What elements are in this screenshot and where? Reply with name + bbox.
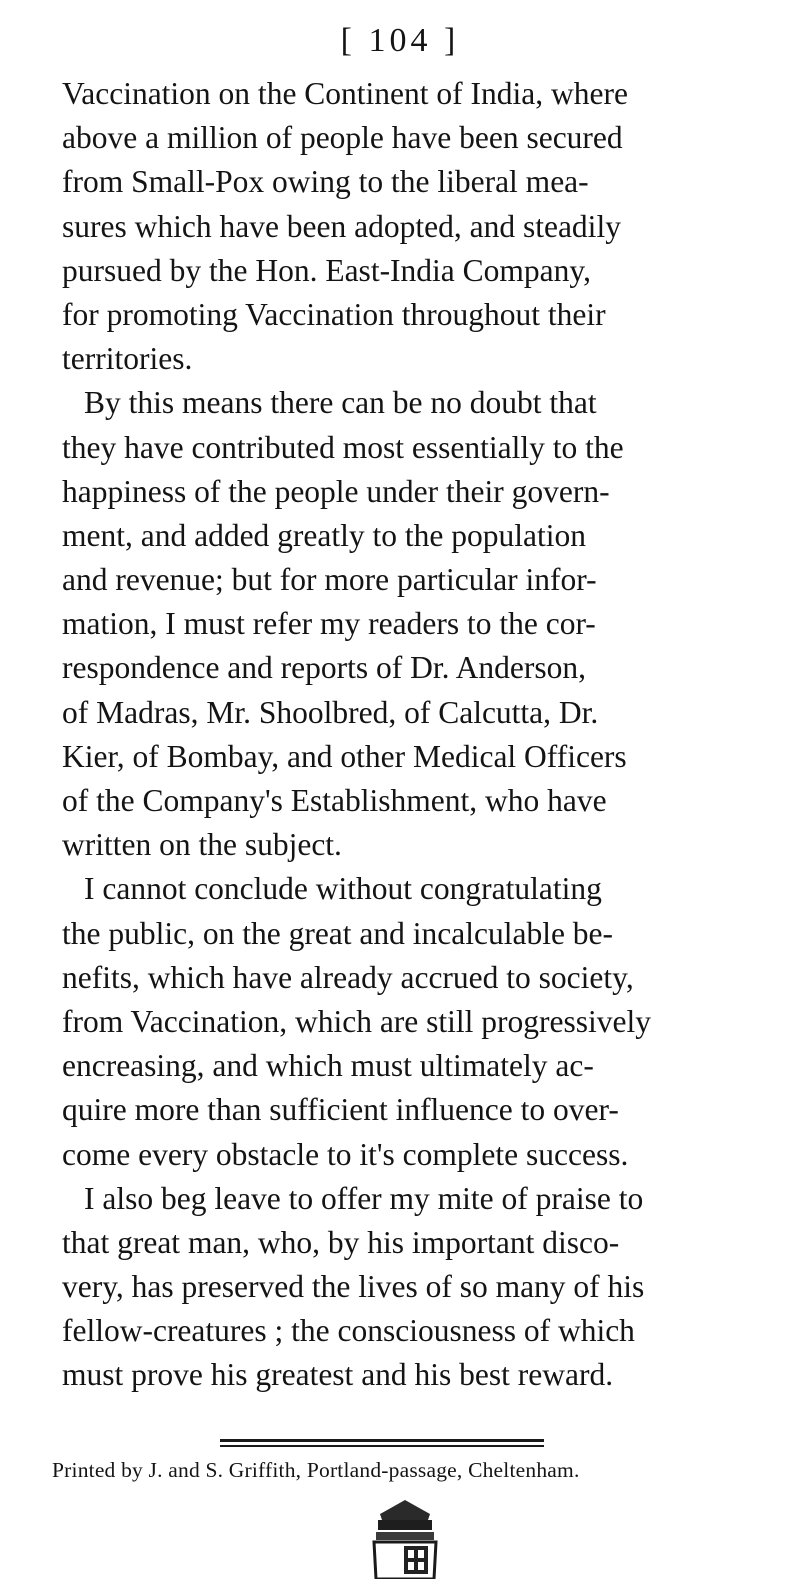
- text-line: encreasing, and which must ultimately ac-: [62, 1048, 594, 1084]
- text-line: territories.: [62, 341, 193, 377]
- text-line: fellow-creatures ; the consciousness of which: [62, 1313, 635, 1349]
- printer-imprint: Printed by J. and S. Griffith, Portland-passage, Cheltenham.: [52, 1458, 580, 1482]
- text-line: quire more than sufficient influence to over-: [62, 1092, 619, 1128]
- text-line: come every obstacle to it's complete success.: [62, 1136, 629, 1172]
- body-text: [62, 72, 792, 1398]
- text-line: of the Company's Establishment, who have: [62, 783, 607, 818]
- text-line: that great man, who, by his important disco-: [62, 1224, 620, 1260]
- text-line: must prove his greatest and his best reward.: [62, 1357, 614, 1393]
- text-line: from Small-Pox owing to the liberal mea-: [62, 164, 589, 200]
- paragraph-start-line: I also beg leave to offer my mite of praise to: [84, 1180, 644, 1216]
- text-line: for promoting Vaccination throughout their: [62, 296, 606, 332]
- text-line: they have contributed most essentially to the: [62, 429, 624, 465]
- paragraph-start-line: I cannot conclude without congratulating: [84, 871, 602, 907]
- text-line: ment, and added greatly to the population: [62, 517, 586, 553]
- text-line: pursued by the Hon. East-India Company,: [62, 252, 591, 288]
- text-line: from Vaccination, which are still progressively: [62, 1003, 652, 1039]
- text-line: Kier, of Bombay, and other Medical Officers: [62, 738, 627, 774]
- text-line: and revenue; but for more particular infor-: [62, 562, 597, 598]
- text-line: respondence and reports of Dr. Anderson,: [62, 650, 586, 686]
- text-line: happiness of the people under their govern-: [62, 473, 610, 509]
- paragraph-start-line: By this means there can be no doubt that: [84, 385, 597, 421]
- text-line: nefits, which have already accrued to society,: [62, 959, 634, 995]
- text-line: written on the subject.: [62, 827, 342, 863]
- text-line: mation, I must refer my readers to the cor-: [62, 606, 596, 642]
- text-line: very, has preserved the lives of so many of his: [62, 1269, 645, 1305]
- text-line: above a million of people have been secured: [62, 120, 623, 156]
- page-number: [ 104 ]: [340, 22, 460, 59]
- text-line: Vaccination on the Continent of India, where: [62, 76, 628, 111]
- text-line: sures which have been adopted, and steadily: [62, 208, 621, 244]
- divider-rule-thin: [220, 1445, 544, 1447]
- text-line: of Madras, Mr. Shoolbred, of Calcutta, Dr.: [62, 694, 599, 730]
- library-stamp-icon: [370, 1498, 440, 1579]
- text-line: the public, on the great and incalculable be-: [62, 915, 614, 951]
- divider-rule: [220, 1439, 544, 1442]
